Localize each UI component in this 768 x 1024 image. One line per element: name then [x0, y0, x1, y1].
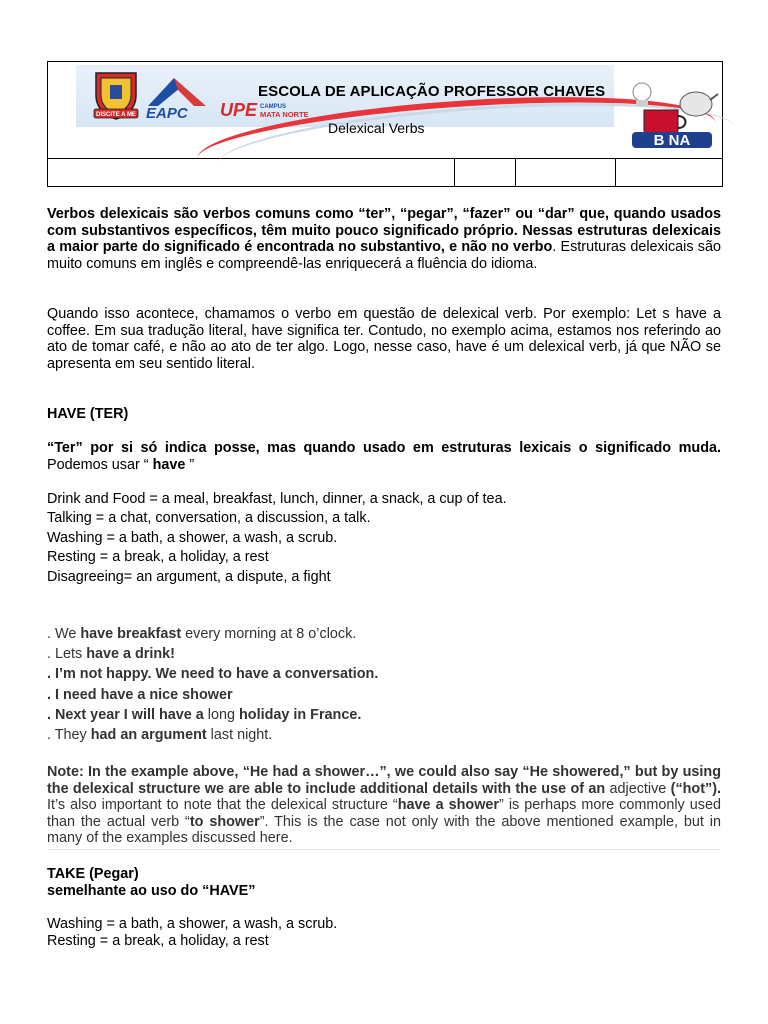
example-sentence: . I need have a nice shower: [47, 686, 233, 703]
list-item: Talking = a chat, conversation, a discussion, a talk.: [47, 510, 371, 527]
take-subheading: semelhante ao uso do “HAVE”: [47, 883, 256, 899]
note-paragraph: [47, 764, 721, 847]
example-text: last night.: [206, 727, 273, 744]
example-sentence: . I’m not happy. We need to have a conversation.: [47, 666, 379, 683]
have-description: [47, 440, 721, 473]
list-item: Drink and Food = a meal, breakfast, lunch, dinner, a snack, a cup of tea.: [47, 491, 507, 507]
school-name: ESCOLA DE APLICAÇÃO PROFESSOR CHAVES: [258, 83, 606, 100]
example-highlight: holiday in France.: [239, 706, 362, 723]
info-cell-divider: [454, 158, 455, 186]
intro-regular-text: . Estruturas delexicais são muito comuns em inglês e compreendê-las enriquecerá a fluência do idioma.: [47, 239, 721, 272]
document-subtitle: Delexical Verbs: [328, 120, 425, 136]
info-cell-divider: [515, 158, 516, 186]
take-collocation-list: [47, 916, 721, 949]
example-text: . We: [47, 626, 81, 642]
have-word: have: [152, 456, 186, 473]
have-example-list: [47, 624, 721, 745]
example-sentence: [47, 725, 721, 745]
example-highlight: have a drink!: [86, 646, 175, 663]
eapc-label: EAPC: [146, 105, 188, 122]
note-bold-text: Note: In the example above, “He had a shower…”, we could also say “He showered,” but by using the delexical structure we are able to include additional details with the use of an: [47, 764, 721, 797]
list-item: Resting = a break, a holiday, a rest: [47, 549, 269, 566]
intro-bold-text: Verbos delexicais são verbos comuns como “ter”, “pegar”, “fazer” ou “dar” que, quando usados com substantivos específicos, têm muito pouco significado próprio. Nessas estruturas delexicais a maior parte do significado é encontrada no substantivo, e não no verbo: [47, 206, 721, 256]
example-highlight: . Next year I will have a: [47, 706, 204, 723]
example-highlight: have breakfast: [80, 626, 182, 642]
list-item: Washing = a bath, a shower, a wash, a scrub.: [47, 529, 338, 546]
note-highlight: (“hot”).: [670, 780, 722, 797]
example-text: long: [203, 706, 239, 723]
header-info-row: [48, 158, 722, 186]
note-text: adjective: [605, 780, 671, 797]
note-text: It’s also important to note that the delexical structure “: [47, 797, 398, 814]
list-item: Resting = a break, a holiday, a rest: [47, 932, 269, 949]
example-sentence: [47, 644, 721, 664]
take-heading: TAKE (Pegar): [47, 866, 139, 882]
upe-label: UPE: [220, 100, 258, 120]
example-highlight: had an argument: [90, 727, 207, 744]
example-text: . They: [47, 727, 91, 744]
list-item: Disagreeing= an argument, a dispute, a fight: [47, 568, 331, 585]
eapc-logo-icon: [144, 76, 214, 122]
section-divider: [47, 849, 721, 850]
example-sentence: [47, 624, 721, 644]
example-sentence: [47, 705, 721, 725]
list-item: Washing = a bath, a shower, a wash, a scrub.: [47, 916, 338, 932]
have-description-rest: Podemos usar “: [47, 456, 153, 473]
tea-mascot-icon: [624, 70, 720, 150]
intro-paragraph-1: [47, 206, 721, 272]
note-highlight: to shower: [189, 813, 260, 830]
note-text: ”. This is the case not only with the above mentioned example, but in many of the examples discussed here.: [47, 813, 721, 847]
note-text: ” is perhaps more commonly used than the actual verb “: [47, 797, 721, 830]
intro-paragraph-2: Quando isso acontece, chamamos o verbo em questão de delexical verb. Por exemplo: Let s have a coffee. Em sua tradução literal, have significa ter. Contudo, no exemplo acima, estamos nos referindo ao ato de tomar café, e não ao ato de ter algo. Logo, nesse caso, have é um delexical verb, já que NÃO se apresenta em seu sentido literal.: [47, 306, 721, 372]
header-table: [47, 61, 723, 187]
campus-name: MATA NORTE: [260, 110, 309, 119]
campus-label: CAMPUS: [260, 104, 287, 110]
note-highlight: have a shower: [397, 797, 499, 814]
example-text: . Lets: [47, 646, 87, 663]
have-description-quote: ”: [185, 456, 195, 473]
header-banner-cell: [48, 62, 722, 159]
have-heading: HAVE (TER): [47, 406, 129, 422]
shield-motto: DISCITE A ME: [96, 112, 136, 118]
school-crest-icon: [92, 69, 140, 121]
upe-logo-icon: [220, 98, 309, 126]
info-cell-divider: [615, 158, 616, 186]
mascot-label: B NA: [653, 132, 691, 149]
example-text: every morning at 8 o’clock.: [181, 626, 357, 642]
have-collocation-list: [47, 490, 721, 587]
have-description-bold: “Ter” por si só indica posse, mas quando usado em estruturas lexicais o significado muda.: [47, 440, 721, 456]
